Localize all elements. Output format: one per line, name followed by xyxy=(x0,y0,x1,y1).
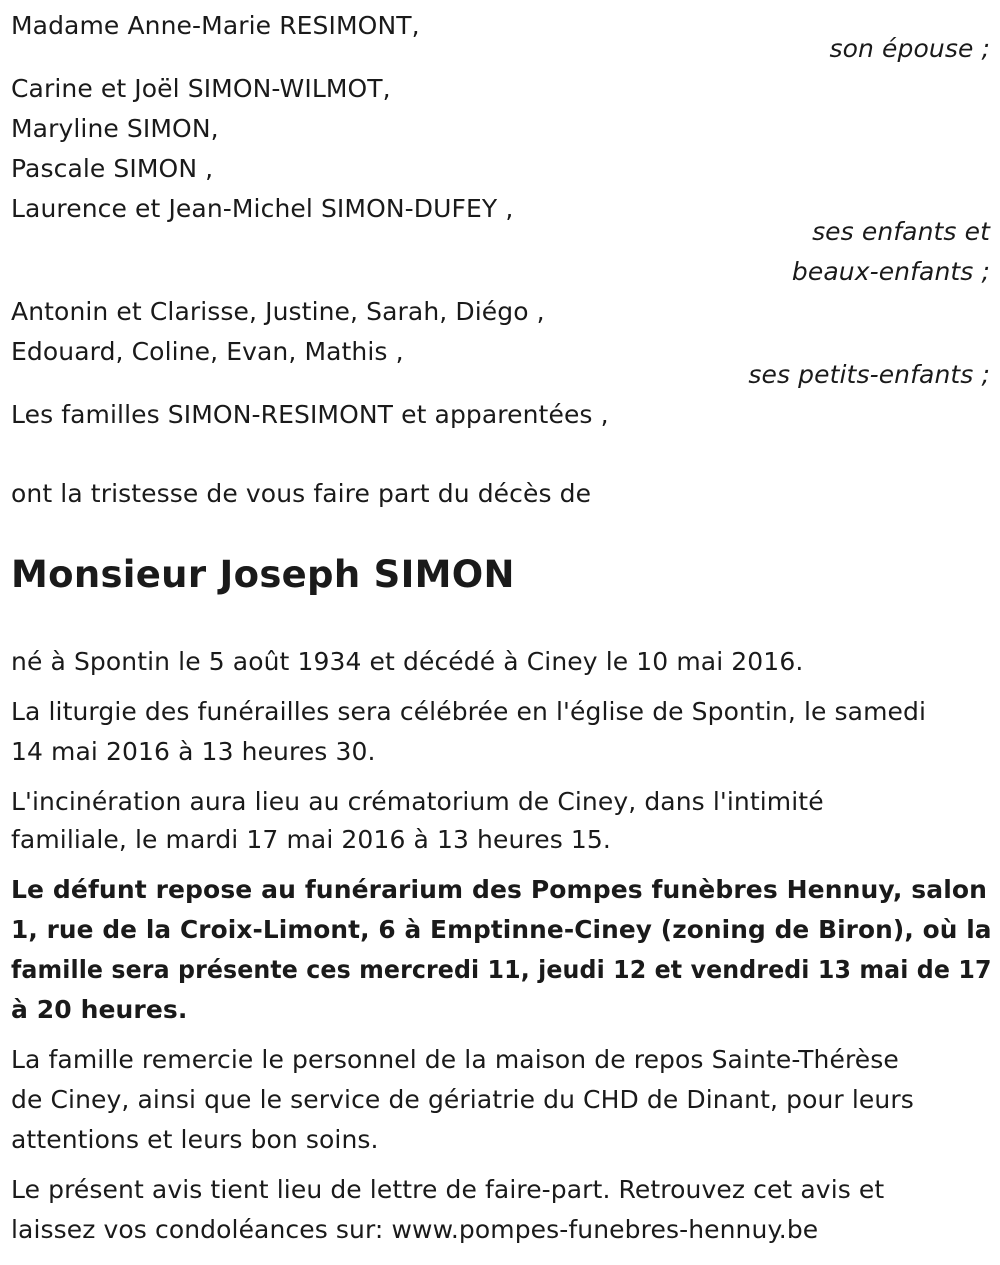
thanks-text: attentions et leurs bon soins. xyxy=(11,1125,379,1154)
child-name: Carine et Joël SIMON-WILMOT, xyxy=(11,74,391,103)
visitation-text: à 20 heures. xyxy=(11,995,188,1024)
visitation-text: 1, rue de la Croix-Limont, 6 à Emptinne-Ciney (zoning de Biron), où la xyxy=(11,915,992,944)
child-name: Pascale SIMON , xyxy=(11,154,214,183)
grandchildren-role: ses petits-enfants ; xyxy=(748,360,990,389)
children-role-line1: ses enfants et xyxy=(812,217,990,246)
visitation-text: famille sera présente ces mercredi 11, jeudi 12 et vendredi 13 mai de 17 xyxy=(11,955,992,984)
notice-text: laissez vos condoléances sur: www.pompes-funebres-hennuy.be xyxy=(11,1215,819,1244)
children-role-line2: beaux-enfants ; xyxy=(791,257,990,286)
cremation-text: familiale, le mardi 17 mai 2016 à 13 heures 15. xyxy=(11,825,611,854)
grandchildren-names: Edouard, Coline, Evan, Mathis , xyxy=(11,337,404,366)
thanks-text: La famille remercie le personnel de la maison de repos Sainte-Thérèse xyxy=(11,1045,899,1074)
birth-death-text: né à Spontin le 5 août 1934 et décédé à Ciney le 10 mai 2016. xyxy=(11,647,804,676)
spouse-role: son épouse ; xyxy=(829,34,990,63)
related-families: Les familles SIMON-RESIMONT et apparentées , xyxy=(11,400,609,429)
child-name: Maryline SIMON, xyxy=(11,114,219,143)
thanks-text: de Ciney, ainsi que le service de gériatrie du CHD de Dinant, pour leurs xyxy=(11,1085,914,1114)
deceased-name: Monsieur Joseph SIMON xyxy=(11,553,515,596)
cremation-text: L'incinération aura lieu au crématorium de Ciney, dans l'intimité xyxy=(11,787,824,816)
liturgy-text: La liturgie des funérailles sera célébrée en l'église de Spontin, le samedi xyxy=(11,697,927,726)
visitation-text: Le défunt repose au funérarium des Pompes funèbres Hennuy, salon xyxy=(11,875,988,904)
spouse-name: Madame Anne-Marie RESIMONT, xyxy=(11,11,420,40)
liturgy-text: 14 mai 2016 à 13 heures 30. xyxy=(11,737,376,766)
child-name: Laurence et Jean-Michel SIMON-DUFEY , xyxy=(11,194,514,223)
announcement-text: ont la tristesse de vous faire part du décès de xyxy=(11,479,592,508)
grandchildren-names: Antonin et Clarisse, Justine, Sarah, Diégo , xyxy=(11,297,545,326)
notice-text: Le présent avis tient lieu de lettre de faire-part. Retrouvez cet avis et xyxy=(11,1175,885,1204)
